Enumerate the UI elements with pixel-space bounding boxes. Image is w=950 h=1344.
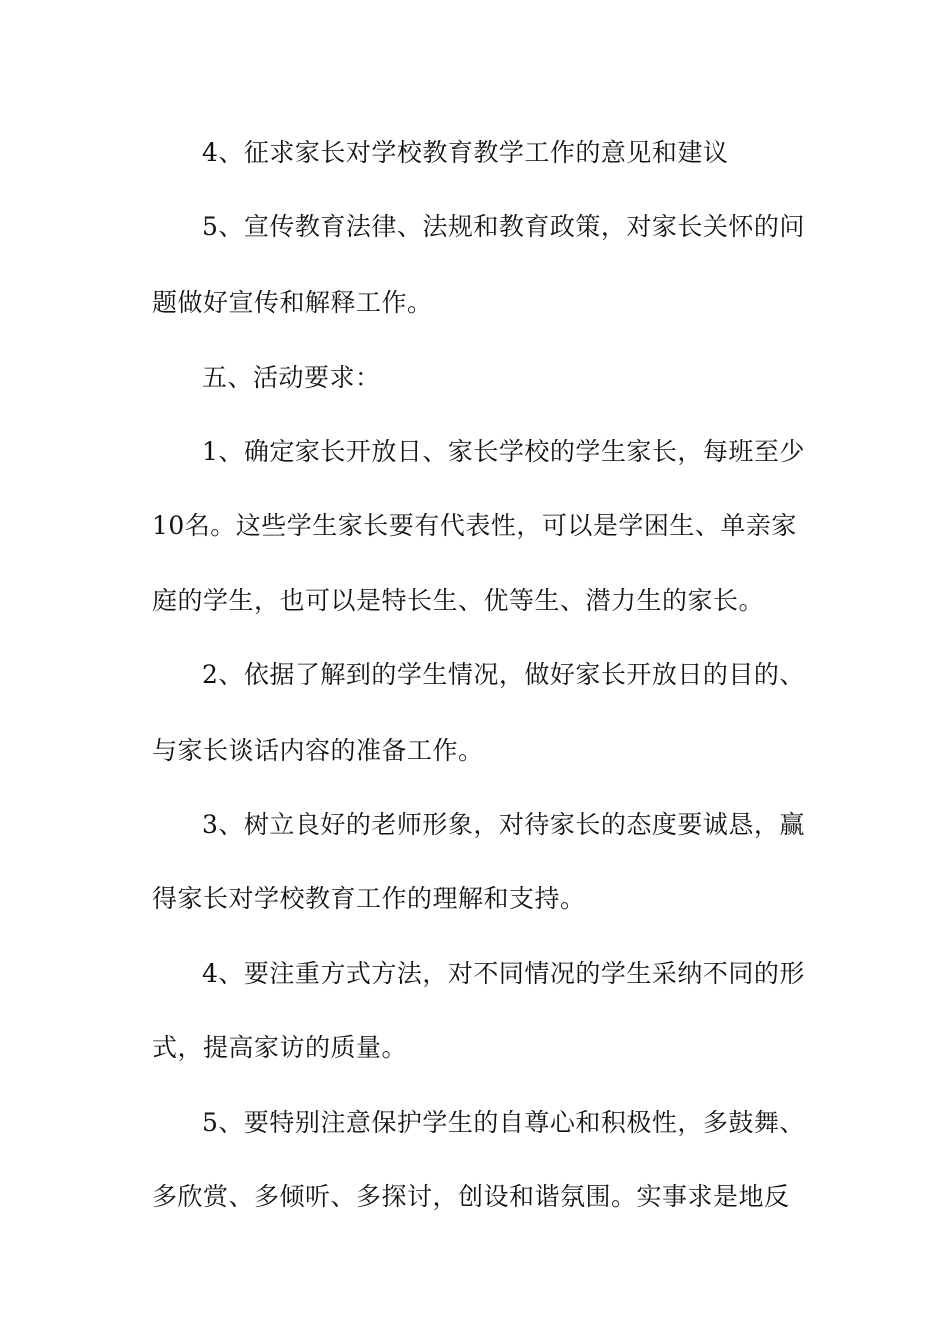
text-line: 题做好宣传和解释工作。 — [152, 288, 433, 317]
text-line: 10名。这些学生家长要有代表性，可以是学困生、单亲家 — [152, 511, 797, 540]
text-line: 庭的学生，也可以是特长生、优等生、潜力生的家长。 — [152, 586, 765, 615]
text-line: 4、要注重方式方法，对不同情况的学生采纳不同的形 — [202, 959, 805, 988]
text-line: 与家长谈话内容的准备工作。 — [152, 736, 484, 765]
section-heading: 五、活动要求： — [202, 363, 381, 392]
text-line: 1、确定家长开放日、家长学校的学生家长，每班至少 — [202, 437, 805, 466]
text-line: 4、征求家长对学校教育教学工作的意见和建议 — [202, 138, 729, 167]
text-line: 5、要特别注意保护学生的自尊心和积极性，多鼓舞、 — [202, 1108, 805, 1137]
text-line: 5、宣传教育法律、法规和教育政策，对家长关怀的问 — [202, 212, 805, 241]
text-line: 多欣赏、多倾听、多探讨，创设和谐氛围。实事求是地反 — [152, 1182, 790, 1211]
text-line: 2、依据了解到的学生情况，做好家长开放日的目的、 — [202, 660, 805, 689]
text-line: 得家长对学校教育工作的理解和支持。 — [152, 884, 586, 913]
text-line: 式，提高家访的质量。 — [152, 1033, 408, 1062]
text-line: 3、树立良好的老师形象，对待家长的态度要诚恳，赢 — [202, 810, 805, 839]
